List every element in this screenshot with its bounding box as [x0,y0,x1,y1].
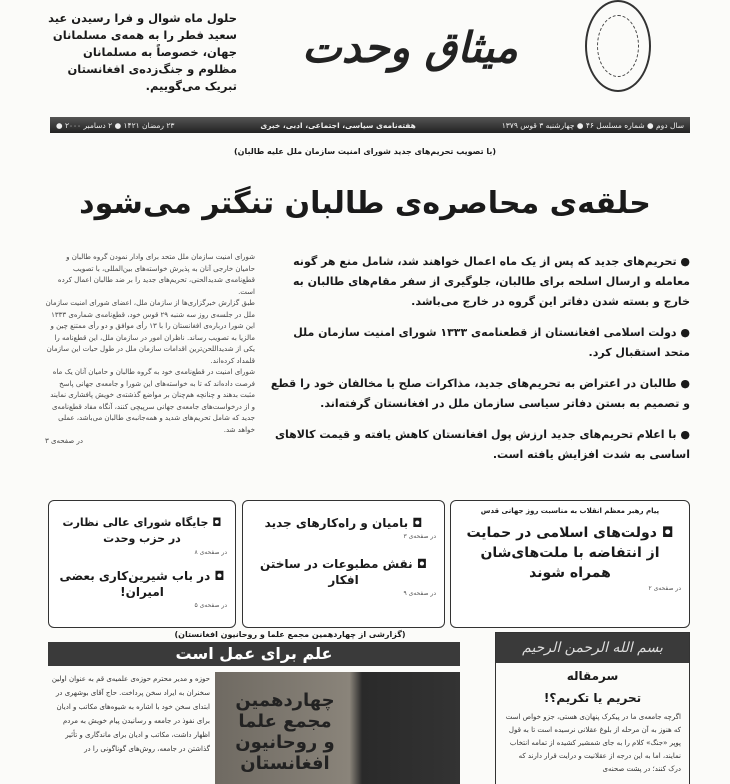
editorial-label: سرمقاله [566,669,619,683]
lead-body [45,252,255,448]
teaser-page: در صفحه‌ی ۳ [403,533,436,540]
editorial-box [495,632,690,784]
lead-bullets [265,252,690,476]
photo-banner-text: چهاردهمین مجمع علما و روحانیون افغانستان [235,690,335,774]
teaser-title[interactable]: ◘ دولت‌های اسلامی در حمایت از انتفاضه با ملت‌های‌شان همراه شوند [466,525,674,581]
teaser-page: در صفحه‌ی ۲ [648,585,681,592]
eid-greeting: حلول ماه شوال و فرا رسیدن عید سعید فطر را به همه‌ی مسلمانان جهان، خصوصاً به مسلمانان مظلوم و جنگ‌زده‌ی افغانستان تبریک می‌گوییم. [48,11,237,93]
teaser-page: در صفحه‌ی ۹ [403,590,436,597]
teaser-box-1[interactable] [450,500,690,628]
teaser-title[interactable]: ◘ جایگاه شورای عالی نظارت در حزب وحدت [62,516,222,545]
publication-type: هفته‌نامه‌ی سیاسی، اجتماعی، ادبی، خبری [260,120,416,130]
teaser-kicker: پیام رهبر معظم انقلاب به مناسبت روز جهانی قدس [480,507,660,515]
lead-headline: حلقه‌ی محاصره‌ی طالبان تنگتر می‌شود [79,186,651,221]
masthead-title: میثاق وحدت [302,23,518,72]
newspaper-emblem [585,0,651,92]
paragraph: طبق گزارش خبرگزاری‌ها از سازمان ملل، اعضای شورای امنیت سازمان ملل در جلسه‌ی روز سه شنبه ۲۹ قوس خود، قطع‌نامه‌ی شماره‌ی ۱۳۳۳ این شورا درباره‌ی افغانستان را با ۱۳ رأی موافق و دو رأی ممتنع چین و مالزیا به تصویب رساند. ناظران امور در سازمان ملل، این قطع‌نامه را یکی از شدیداللحن‌ترین اقدامات سازمان ملل در طول حیات این سازمان قلمداد کرده‌اند. [45,299,255,365]
issue-date-hijri: ۲۳ رمضان ۱۴۲۱ ● ۲ دسامبر ۲۰۰۰ ● [56,120,175,130]
info-bar [50,117,690,133]
lead-kicker: (با تصویب تحریم‌های جدید شورای امنیت سازمان ملل علیه طالبان) [233,147,497,156]
bullet: ● تحریم‌های جدید که پس از یک ماه اعمال خواهند شد، شامل منع هر گونه معامله و ارسال اسلحه برای طالبان، جلوگیری از سفر مقام‌های طالبان به خارج و بسته شدن دفاتر این گروه در خارج می‌باشد. [293,255,690,308]
feature-caption: (گزارشی از چهاردهمین مجمع علما و روحانیون افغانستان) [174,630,406,639]
teaser-title[interactable]: ◘ نقش مطبوعات در ساختن افکار [260,557,427,587]
editorial-body: اگرچه جامعه‌ی ما در پیکرک پنهان‌ی هستی، جزو خواص است که هنوز به آن مرحله از بلوغ عقلانی نرسیده است تا به قول پوپر «جنگ» کلام را به جای شمشیر کشیده از تمامه انتخاب نمایند، اما به این درجه از عقلانیت و درایت قرار دارند که درک کنند؛ در پشت صحنه‌ی [505,713,681,773]
bullet: ● دولت اسلامی افغانستان از قطعنامه‌ی ۱۳۳۳ شورای امنیت سازمان ملل متحد استقبال کرد. [293,326,690,359]
feature-body: حوزه و مدیر محترم حوزه‌ی علمیه‌ی قم به عنوان اولین سخنران به ایراد سخن پرداخت. حاج آقای بوشهری در ابتدای سخن خود با اشاره به شیوه‌های مکاتب و ادیان برای نفوذ در جامعه و رسانیدن پیام خویش به مردم اظهار داشت، مکاتب و ادیان برای ماندگاری و تأثیر گذاشتن در جامعه، روش‌های گوناگونی را در [51,675,210,753]
teaser-box-2[interactable] [242,500,445,628]
feature-banner: علم برای عمل است [48,642,460,666]
teaser-page: در صفحه‌ی ۵ [194,602,227,609]
teaser-title[interactable]: ◘ بامیان و راه‌کارهای جدید [264,516,423,530]
teaser-title[interactable]: ◘ در باب شیرین‌کاری بعضی امیران! [59,569,225,599]
teaser-box-3[interactable] [48,500,236,628]
paragraph: شورای امنیت سازمان ملل متحد برای وادار نمودن گروه طالبان و حامیان خارجی آنان به پذیرش خواسته‌های بین‌المللی، با تصویب قطع‌نامه‌ی شدیدالحنی، تحریم‌های جدید را بر ضد طالبان اعمال کرده است. [57,253,255,296]
issue-number: سال دوم ● شماره مسلسل ۴۶ ● چهارشنبه ۳ قوس ۱۳۷۹ [501,120,684,130]
continued-note: در صفحه‌ی ۳ [45,437,83,445]
teaser-page: در صفحه‌ی ۸ [194,549,227,556]
editorial-title[interactable]: تحریم یا تکریم؟! [543,691,642,705]
editorial-calligraphy-header: بسم الله الرحمن الرحیم [496,633,689,663]
bullet: ● طالبان در اعتراض به تحریم‌های جدید، مذاکرات صلح با مخالفان خود را قطع و تصمیم به بستن دفاتر سیاسی سازمان ملل در افغانستان گرفته‌اند. [270,377,690,410]
paragraph: شورای امنیت در قطع‌نامه‌ی خود به گروه طالبان و حامیان آنان یک ماه فرصت داده‌اند که تا به خواسته‌های این شورا و جامعه‌ی جهانی پاسخ مثبت بدهند و چنانچه هم‌چنان بر مواضع گذشته‌ی خویش پافشاری نمایند و از درخواست‌های جامعه‌ی جهانی سرپیچی کنند، آنگاه مفاد قطع‌نامه‌ی جدید که شامل تحریم‌های شدید و همه‌جانبه‌ی طالبان می‌باشد، عملی خواهد شد. [50,368,255,434]
bullet: ● با اعلام تحریم‌های جدید ارزش پول افغانستان کاهش یافته و قیمت کالاهای اساسی به شدت افزایش یافته است. [274,428,690,461]
conference-photo [215,672,460,784]
